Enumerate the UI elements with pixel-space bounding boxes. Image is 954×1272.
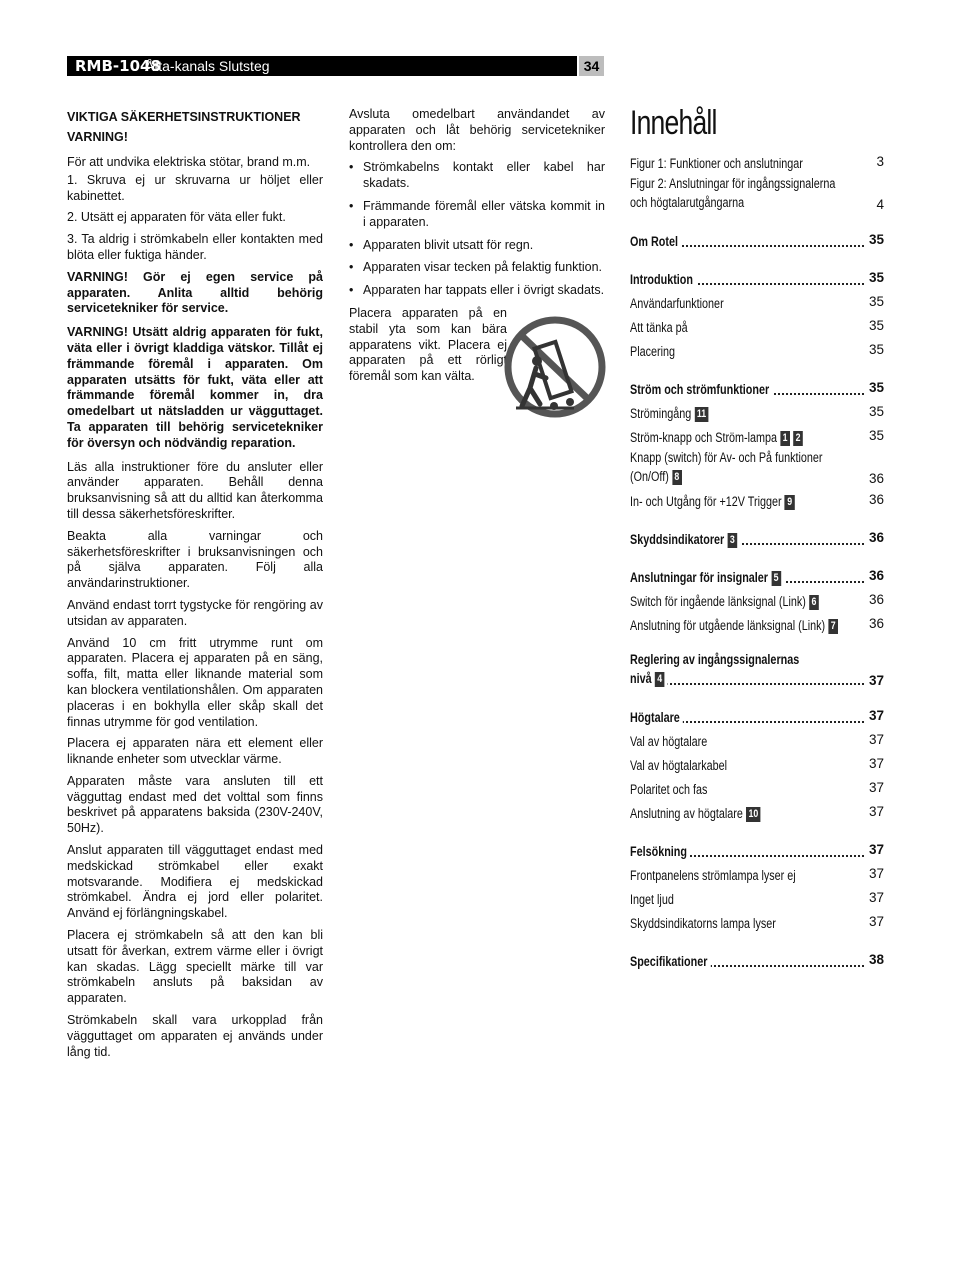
figure-ref-badge: 9 — [785, 495, 795, 510]
safety-intro: För att undvika elektriska stötar, brand m.m. — [67, 155, 311, 169]
toc-entry[interactable]: Felsökning 37 — [630, 838, 884, 862]
warning-label: VARNING! — [67, 130, 128, 144]
toc-page: 38 — [865, 950, 884, 970]
toc-entry[interactable]: Switch för ingående länksignal (Link) 6 36 — [630, 592, 884, 609]
toc-entry[interactable]: Frontpanelens strömlampa lyser ej 37 — [630, 866, 884, 883]
list-item: • Strömkabelns kontakt eller kabel har skadats. — [349, 160, 605, 192]
toc-page: 36 — [865, 528, 884, 548]
toc-entry[interactable]: Ström-knapp och Ström-lampa 1 2 35 — [630, 428, 884, 445]
toc-page: 35 — [868, 294, 884, 309]
toc-entry[interactable]: Användarfunktioner 35 — [630, 294, 884, 311]
figure-ref-badge: 2 — [793, 431, 803, 446]
figure-ref-badge: 7 — [828, 619, 838, 634]
cart-placement-text: Placera apparaten på en stabil yta som kan bära apparatens vikt. Placera ej apparaten på ett rörligt föremål som kan välta. — [349, 305, 507, 384]
safety-paragraph: Läs alla instruktioner före du ansluter eller använder apparaten. Behåll denna bruksanvisning så att du alltid kan återkomma till dessa säkerhetsföreskrifter. — [67, 459, 323, 521]
list-item: • Apparaten blivit utsatt för regn. — [349, 238, 605, 254]
toc-page: 37 — [865, 706, 884, 726]
safety-paragraph: Beakta alla varningar och säkerhetsföreskrifter i bruksanvisningen och på själva apparaten. Följ alla användarinstruktioner. — [67, 528, 323, 591]
figure-ref-badge: 5 — [771, 571, 781, 586]
safety-item: 3. Ta aldrig i strömkabeln eller kontakten med blöta eller fuktiga händer. — [67, 232, 323, 262]
toc-entry[interactable]: Figur 2: Anslutningar för ingångssignalerna och högtalarutgångarna 4 — [630, 176, 884, 212]
document-subtitle: Åtta-kanals Slutsteg — [145, 58, 270, 74]
toc-page: 35 — [868, 404, 884, 419]
list-item: • Apparaten har tappats eller i övrigt skadats. — [349, 283, 605, 299]
toc-page: 35 — [868, 318, 884, 333]
toc-page: 37 — [868, 890, 884, 905]
figure-ref-badge: 4 — [655, 672, 665, 687]
toc-page: 37 — [868, 756, 884, 771]
toc-page: 37 — [868, 804, 884, 819]
toc-page: 35 — [865, 378, 884, 398]
moisture-warning: VARNING! Utsätt aldrig apparaten för fukt, väta eller i övrigt kladdiga vätskor. Tillåt ej främmande föremål i apparaten. Om apparaten utsätts för fukt, väta eller att främmande föremål kommer in, dra omedelbart ut nätsladden ur vägguttaget. Ta apparaten till behörig servicetekniker för översyn och nödvändig reparation. — [67, 325, 323, 450]
toc-page: 37 — [868, 866, 884, 881]
toc-entry[interactable]: Ström och strömfunktioner 35 — [630, 376, 884, 400]
toc-page: 36 — [868, 592, 884, 607]
toc-page: 36 — [868, 492, 884, 507]
toc-entry[interactable]: Specifikationer 38 — [630, 948, 884, 972]
figure-ref-badge: 11 — [694, 407, 708, 422]
toc-page: 36 — [868, 471, 884, 486]
safety-paragraph: Använd 10 cm fritt utrymme runt om apparaten. Placera ej apparaten på en säng, soffa, filt, matta eller liknande material som kan blockera ventilationshålen. Om apparaten placeras i en bokhylla eller skåp skall det finnas utrymme för god ventilation. — [67, 635, 323, 729]
toc-page: 37 — [868, 732, 884, 747]
page-header — [67, 56, 604, 76]
safety-paragraph: Strömkabeln skall vara urkopplad från vägguttaget om apparaten ej används under lång tid. — [67, 1013, 323, 1059]
toc-entry[interactable]: Strömingång 11 35 — [630, 404, 884, 421]
figure-ref-badge: 3 — [727, 533, 737, 548]
toc-title: Innehåll — [630, 104, 717, 142]
toc-entry[interactable]: Skyddsindikatorer 3 36 — [630, 526, 884, 550]
toc-entry[interactable]: Reglering av ingångssignalernas nivå 4 37 — [630, 652, 884, 688]
safety-paragraph: Apparaten måste vara ansluten till ett vägguttag endast med det volttal som finns beskrivet på apparatens baksida (230V-240V, 50Hz). — [67, 773, 323, 836]
toc-page: 4 — [876, 197, 884, 212]
safety-paragraph: Använd endast torrt tygstycke för rengöring av utsidan av apparaten. — [67, 597, 323, 628]
toc-page: 37 — [868, 914, 884, 929]
toc-page: 37 — [868, 780, 884, 795]
toc-page: 3 — [876, 154, 884, 169]
toc-entry[interactable]: Anslutningar för insignaler 5 36 — [630, 564, 884, 588]
toc-page: 37 — [865, 673, 884, 688]
figure-ref-badge: 10 — [746, 807, 761, 822]
toc-entry[interactable]: Figur 1: Funktioner och anslutningar 3 — [630, 154, 884, 171]
toc-entry[interactable]: Om Rotel 35 — [630, 228, 884, 252]
toc-entry[interactable]: Anslutning för utgående länksignal (Link) 7 36 — [630, 616, 884, 633]
figure-ref-badge: 8 — [672, 470, 682, 485]
toc-entry[interactable]: Polaritet och fas 37 — [630, 780, 884, 797]
toc-entry[interactable]: Introduktion 35 — [630, 266, 884, 290]
list-item: • Apparaten visar tecken på felaktig funktion. — [349, 260, 605, 276]
toc-page: 35 — [868, 428, 884, 443]
figure-ref-badge: 1 — [780, 431, 790, 446]
service-conditions-list — [349, 160, 605, 299]
toc-page: 35 — [865, 230, 884, 250]
toc-entry[interactable]: Att tänka på 35 — [630, 318, 884, 335]
safety-item: 2. Utsätt ej apparaten för väta eller fukt. — [67, 210, 286, 225]
toc-page: 36 — [865, 566, 884, 586]
model-name: RMB-1048 — [75, 57, 161, 75]
toc-page: 36 — [868, 616, 884, 631]
toc-entry[interactable]: In- och Utgång för +12V Trigger 9 36 — [630, 492, 884, 509]
toc-entry[interactable]: Knapp (switch) för Av- och På funktioner (On/Off) 8 36 — [630, 450, 884, 486]
toc-entry[interactable]: Skyddsindikatorns lampa lyser 37 — [630, 914, 884, 931]
table-of-contents — [630, 150, 884, 972]
toc-page: 35 — [865, 268, 884, 288]
toc-entry[interactable]: Val av högtalarkabel 37 — [630, 756, 884, 773]
stop-use-intro: Avsluta omedelbart användandet av apparaten och låt behörig servicetekniker kontrollera den om: — [349, 107, 605, 153]
list-item: • Främmande föremål eller vätska kommit in i apparaten. — [349, 199, 605, 231]
toc-entry[interactable]: Val av högtalare 37 — [630, 732, 884, 749]
figure-ref-badge: 6 — [809, 595, 819, 610]
service-warning: VARNING! Gör ej egen service på apparaten. Anlita alltid behörig servicetekniker för service. — [67, 269, 323, 316]
toc-page: 37 — [865, 840, 884, 860]
safety-instructions-column — [67, 107, 323, 1066]
toc-entry[interactable]: Anslutning av högtalare 10 37 — [630, 804, 884, 821]
safety-paragraph: Placera ej apparaten nära ett element eller liknande enheter som utvecklar värme. — [67, 736, 323, 767]
safety-heading: VIKTIGA SÄKERHETSINSTRUKTIONER — [67, 110, 301, 124]
header-bar — [67, 56, 577, 76]
safety-item: 1. Skruva ej ur skruvarna ur höljet eller kabinettet. — [67, 172, 323, 203]
cart-tip-over-warning-icon — [504, 316, 606, 418]
safety-paragraph: Anslut apparaten till vägguttaget endast med medskickad strömkabel eller exakt motsvarande. Modifiera ej medskickad strömkabel. Ändra ej jord eller polaritet. Använd ej förlängningskabel. — [67, 843, 323, 921]
toc-entry[interactable]: Placering 35 — [630, 342, 884, 359]
page-number: 34 — [579, 56, 604, 76]
safety-paragraph: Placera ej strömkabeln så att den kan bli utsatt för åverkan, extrem värme eller i övrigt kan skadas. Lägg speciellt märke till var strömkabeln ansluts på baksidan av apparaten. — [67, 928, 323, 1006]
toc-page: 35 — [868, 342, 884, 357]
toc-entry[interactable]: Inget ljud 37 — [630, 890, 884, 907]
toc-entry[interactable]: Högtalare 37 — [630, 704, 884, 728]
